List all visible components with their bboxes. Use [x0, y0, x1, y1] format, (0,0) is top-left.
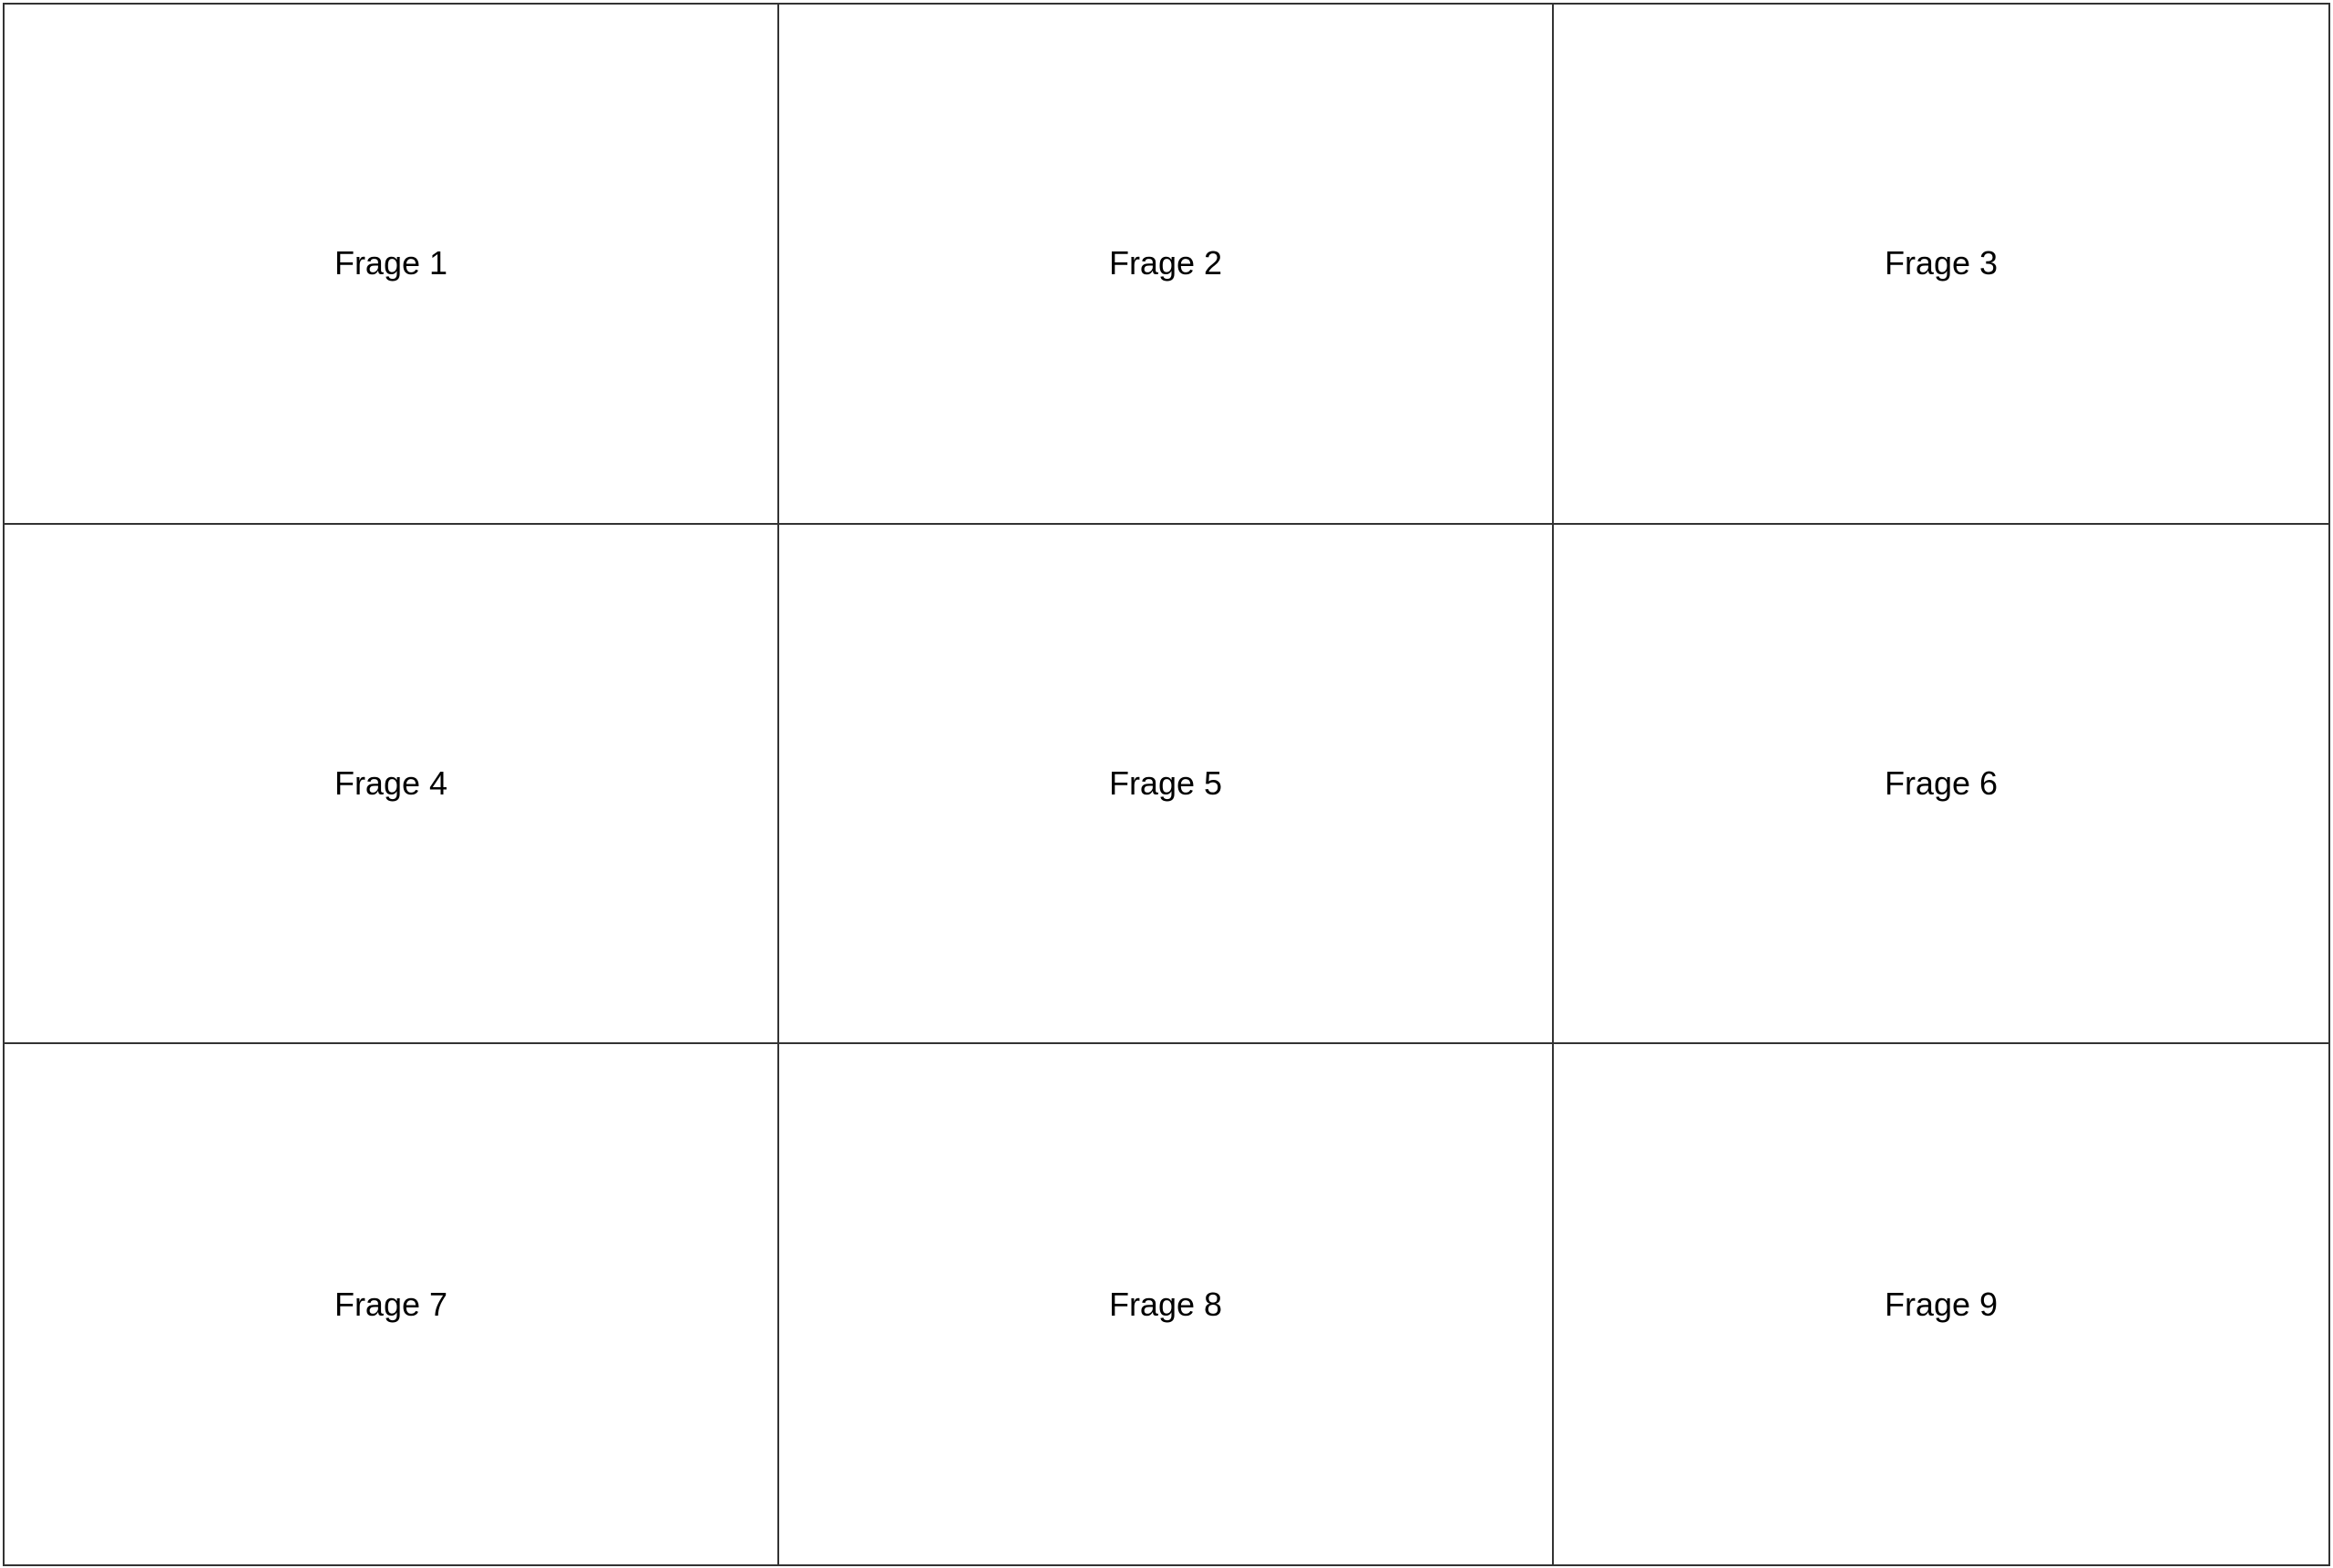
question-label: Frage 8 — [1108, 1285, 1223, 1323]
question-label: Frage 3 — [1884, 244, 1999, 282]
question-label: Frage 7 — [334, 1285, 448, 1323]
question-card-1[interactable] — [5, 5, 779, 525]
question-label: Frage 2 — [1108, 244, 1223, 282]
question-card-6[interactable] — [1554, 525, 2328, 1045]
question-card-7[interactable] — [5, 1044, 779, 1564]
question-card-4[interactable] — [5, 525, 779, 1045]
question-card-3[interactable] — [1554, 5, 2328, 525]
question-card-8[interactable] — [779, 1044, 1554, 1564]
question-card-2[interactable] — [779, 5, 1554, 525]
question-grid — [3, 3, 2330, 1566]
question-label: Frage 1 — [334, 244, 448, 282]
question-label: Frage 9 — [1884, 1285, 1999, 1323]
question-label: Frage 6 — [1884, 764, 1999, 802]
question-card-9[interactable] — [1554, 1044, 2328, 1564]
question-label: Frage 5 — [1108, 764, 1223, 802]
question-label: Frage 4 — [334, 764, 448, 802]
question-card-5[interactable] — [779, 525, 1554, 1045]
